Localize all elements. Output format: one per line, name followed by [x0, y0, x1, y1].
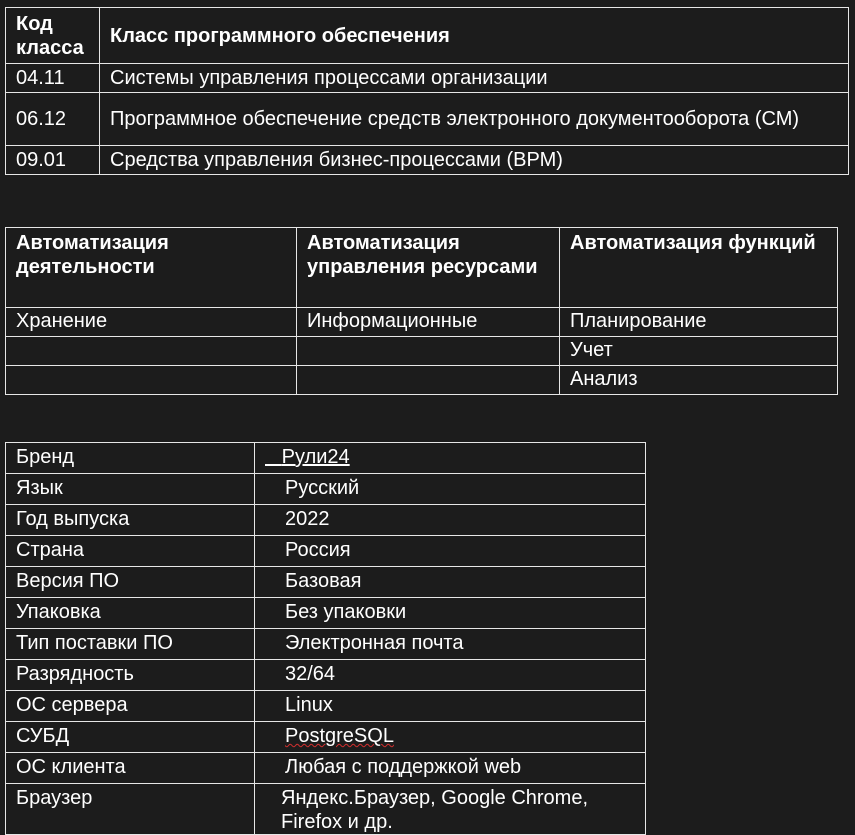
- header-function-automation: Автоматизация функций: [560, 228, 838, 308]
- automation-table: [5, 227, 838, 395]
- spec-value: 32/64: [255, 660, 646, 691]
- table-row: [6, 64, 849, 93]
- table-cell: Планирование: [560, 308, 838, 337]
- spec-label: Язык: [6, 474, 255, 505]
- table-header-row: [6, 228, 838, 308]
- spec-value: Базовая: [255, 567, 646, 598]
- table-cell: Хранение: [6, 308, 297, 337]
- class-name: Программное обеспечение средств электронного документооборота (СМ): [100, 93, 849, 146]
- class-name: Системы управления процессами организации: [100, 64, 849, 93]
- header-activity-automation: Автоматизация деятельности: [6, 228, 297, 308]
- class-code: 09.01: [6, 146, 100, 175]
- header-class-code: Код класса: [6, 8, 100, 64]
- header-class-name: Класс программного обеспечения: [100, 8, 849, 64]
- spec-label: ОС клиента: [6, 753, 255, 784]
- spec-value: Русский: [255, 474, 646, 505]
- table-row: [6, 660, 646, 691]
- table-row: [6, 691, 646, 722]
- spec-label: Разрядность: [6, 660, 255, 691]
- class-name: Средства управления бизнес-процессами (ВРМ): [100, 146, 849, 175]
- spec-label: Страна: [6, 536, 255, 567]
- table-cell: [6, 337, 297, 366]
- table-header-row: [6, 8, 849, 64]
- spec-value-brand: [255, 443, 646, 474]
- table-row: [6, 784, 646, 835]
- table-row: [6, 93, 849, 146]
- table-row: [6, 598, 646, 629]
- spec-value: Россия: [255, 536, 646, 567]
- table-row: [6, 308, 838, 337]
- spellcheck-underlined-text: PostgreSQL: [285, 725, 394, 747]
- product-specs-table: [5, 442, 646, 835]
- class-code: 04.11: [6, 64, 100, 93]
- table-cell: [297, 337, 560, 366]
- table-cell: Учет: [560, 337, 838, 366]
- table-row: [6, 443, 646, 474]
- spec-value: [255, 722, 646, 753]
- table-cell: [297, 366, 560, 395]
- header-resource-automation: Автоматизация управления ресурсами: [297, 228, 560, 308]
- class-code: 06.12: [6, 93, 100, 146]
- spec-value: Яндекс.Браузер, Google Chrome, Firefox и др.: [255, 784, 646, 835]
- table-row: [6, 567, 646, 598]
- table-cell: [6, 366, 297, 395]
- table-row: [6, 366, 838, 395]
- spec-value: Электронная почта: [255, 629, 646, 660]
- table-row: [6, 629, 646, 660]
- table-row: [6, 505, 646, 536]
- spec-label: ОС сервера: [6, 691, 255, 722]
- spec-label: СУБД: [6, 722, 255, 753]
- table-cell: Информационные: [297, 308, 560, 337]
- table-row: [6, 337, 838, 366]
- table-row: [6, 722, 646, 753]
- table-row: [6, 753, 646, 784]
- table-cell: Анализ: [560, 366, 838, 395]
- spec-label: Браузер: [6, 784, 255, 835]
- software-class-table: [5, 7, 849, 175]
- spec-label: Бренд: [6, 443, 255, 474]
- spec-value: Без упаковки: [255, 598, 646, 629]
- spec-label: Упаковка: [6, 598, 255, 629]
- spec-value: Linux: [255, 691, 646, 722]
- table-row: [6, 474, 646, 505]
- table-row: [6, 146, 849, 175]
- spec-label: Год выпуска: [6, 505, 255, 536]
- spec-value: Любая с поддержкой web: [255, 753, 646, 784]
- spec-label: Тип поставки ПО: [6, 629, 255, 660]
- table-row: [6, 536, 646, 567]
- spec-value: 2022: [255, 505, 646, 536]
- brand-name: Рули24: [281, 446, 350, 468]
- spec-label: Версия ПО: [6, 567, 255, 598]
